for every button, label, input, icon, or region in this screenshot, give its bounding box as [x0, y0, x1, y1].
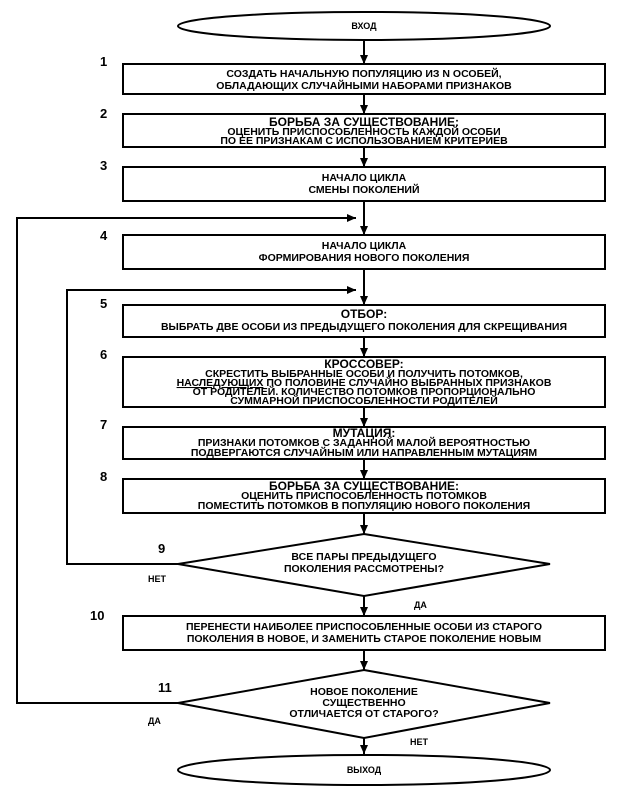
step-6-line-2-rest: ПО ПОЛОВИНЕ СЛУЧАЙНО ВЫБРАННЫХ ПРИЗНАКОВ	[266, 377, 552, 389]
step-1-line-2: ОБЛАДАЮЩИХ СЛУЧАЙНЫМИ НАБОРАМИ ПРИЗНАКОВ	[216, 80, 512, 92]
step-7-line-1: ПРИЗНАКИ ПОТОМКОВ С ЗАДАННОЙ МАЛОЙ ВЕРОЯТНОСТЬЮ	[197, 437, 531, 449]
step-5-heading: ОТБОР:	[340, 307, 388, 321]
step-10-line-2: ПОКОЛЕНИЯ В НОВОЕ, И ЗАМЕНИТЬ СТАРОЕ ПОКОЛЕНИЕ НОВЫМ	[186, 633, 542, 645]
decision-9-yes-label: ДА	[414, 600, 427, 610]
step-8-line-2: ПОМЕСТИТЬ ПОТОМКОВ В ПОПУЛЯЦИЮ НОВОГО ПОКОЛЕНИЯ	[197, 500, 531, 512]
step-7-heading: МУТАЦИЯ:	[332, 426, 396, 440]
step-6-line-4: СУММАРНОЙ ПРИСПОСОБЛЕННОСТИ РОДИТЕЛЕЙ	[230, 395, 498, 407]
step-8-number: 8	[100, 469, 108, 484]
step-3-number: 3	[100, 158, 108, 173]
step-6-number: 6	[100, 347, 108, 362]
decision-11-no-label: НЕТ	[410, 737, 428, 747]
step-7-number: 7	[100, 417, 108, 432]
decision-11-line-2: СУЩЕСТВЕННО	[322, 697, 406, 709]
decision-11-line-1: НОВОЕ ПОКОЛЕНИЕ	[310, 686, 418, 698]
step-1-line-1: СОЗДАТЬ НАЧАЛЬНУЮ ПОПУЛЯЦИЮ ИЗ N ОСОБЕЙ,	[226, 68, 502, 80]
step-10-number: 10	[90, 608, 105, 623]
step-6-line-1: СКРЕСТИТЬ ВЫБРАННЫЕ ОСОБИ И ПОЛУЧИТЬ ПОТОМКОВ,	[205, 368, 523, 380]
step-3-line-2: СМЕНЫ ПОКОЛЕНИЙ	[308, 184, 420, 196]
step-8-line-1: ОЦЕНИТЬ ПРИСПОСОБЛЕННОСТЬ ПОТОМКОВ	[241, 490, 487, 502]
step-7-line-2: ПОДВЕРГАЮТСЯ СЛУЧАЙНЫМ ИЛИ НАПРАВЛЕННЫМ МУТАЦИЯМ	[190, 447, 538, 459]
decision-9-line-2: ПОКОЛЕНИЯ РАССМОТРЕНЫ?	[283, 563, 445, 575]
step-2-line-2: ПО ЕЕ ПРИЗНАКАМ С ИСПОЛЬЗОВАНИЕМ КРИТЕРИЕВ	[220, 135, 508, 147]
step-6-heading: КРОССОВЕР:	[324, 357, 404, 371]
decision-11-yes-label: ДА	[148, 716, 161, 726]
step-4-line-2: ФОРМИРОВАНИЯ НОВОГО ПОКОЛЕНИЯ	[258, 252, 470, 264]
step-2-number: 2	[100, 106, 108, 121]
step-5-line-1: ВЫБРАТЬ ДВЕ ОСОБИ ИЗ ПРЕДЫДУЩЕГО ПОКОЛЕНИЯ ДЛЯ СКРЕЩИВАНИЯ	[160, 321, 568, 333]
decision-11-line-3: ОТЛИЧАЕТСЯ ОТ СТАРОГО?	[289, 708, 439, 720]
step-10-line-1: ПЕРЕНЕСТИ НАИБОЛЕЕ ПРИСПОСОБЛЕННЫЕ ОСОБИ ИЗ СТАРОГО	[185, 621, 543, 633]
step-1-number: 1	[100, 54, 108, 69]
step-2-line-1: ОЦЕНИТЬ ПРИСПОСОБЛЕННОСТЬ КАЖДОЙ ОСОБИ	[227, 126, 501, 138]
step-5-number: 5	[100, 296, 108, 311]
step-6-line-3: ОТ РОДИТЕЛЕЙ. КОЛИЧЕСТВО ПОТОМКОВ ПРОПОРЦИОНАЛЬНО	[192, 386, 536, 398]
start-label: ВХОД	[351, 21, 377, 31]
step-9-number: 9	[158, 541, 166, 556]
step-6-underlined-word: НАСЛЕДУЮЩИХ	[176, 377, 264, 389]
step-2-heading: БОРЬБА ЗА СУЩЕСТВОВАНИЕ:	[269, 115, 459, 129]
step-4-number: 4	[100, 228, 108, 243]
decision-9-line-1: ВСЕ ПАРЫ ПРЕДЫДУЩЕГО	[291, 551, 437, 563]
decision-9-no-label: НЕТ	[148, 574, 166, 584]
step-8-heading: БОРЬБА ЗА СУЩЕСТВОВАНИЕ:	[269, 479, 459, 493]
step-4-line-1: НАЧАЛО ЦИКЛА	[321, 240, 407, 252]
end-label: ВЫХОД	[346, 765, 382, 775]
step-3-line-1: НАЧАЛО ЦИКЛА	[321, 172, 407, 184]
step-11-number: 11	[158, 680, 172, 695]
